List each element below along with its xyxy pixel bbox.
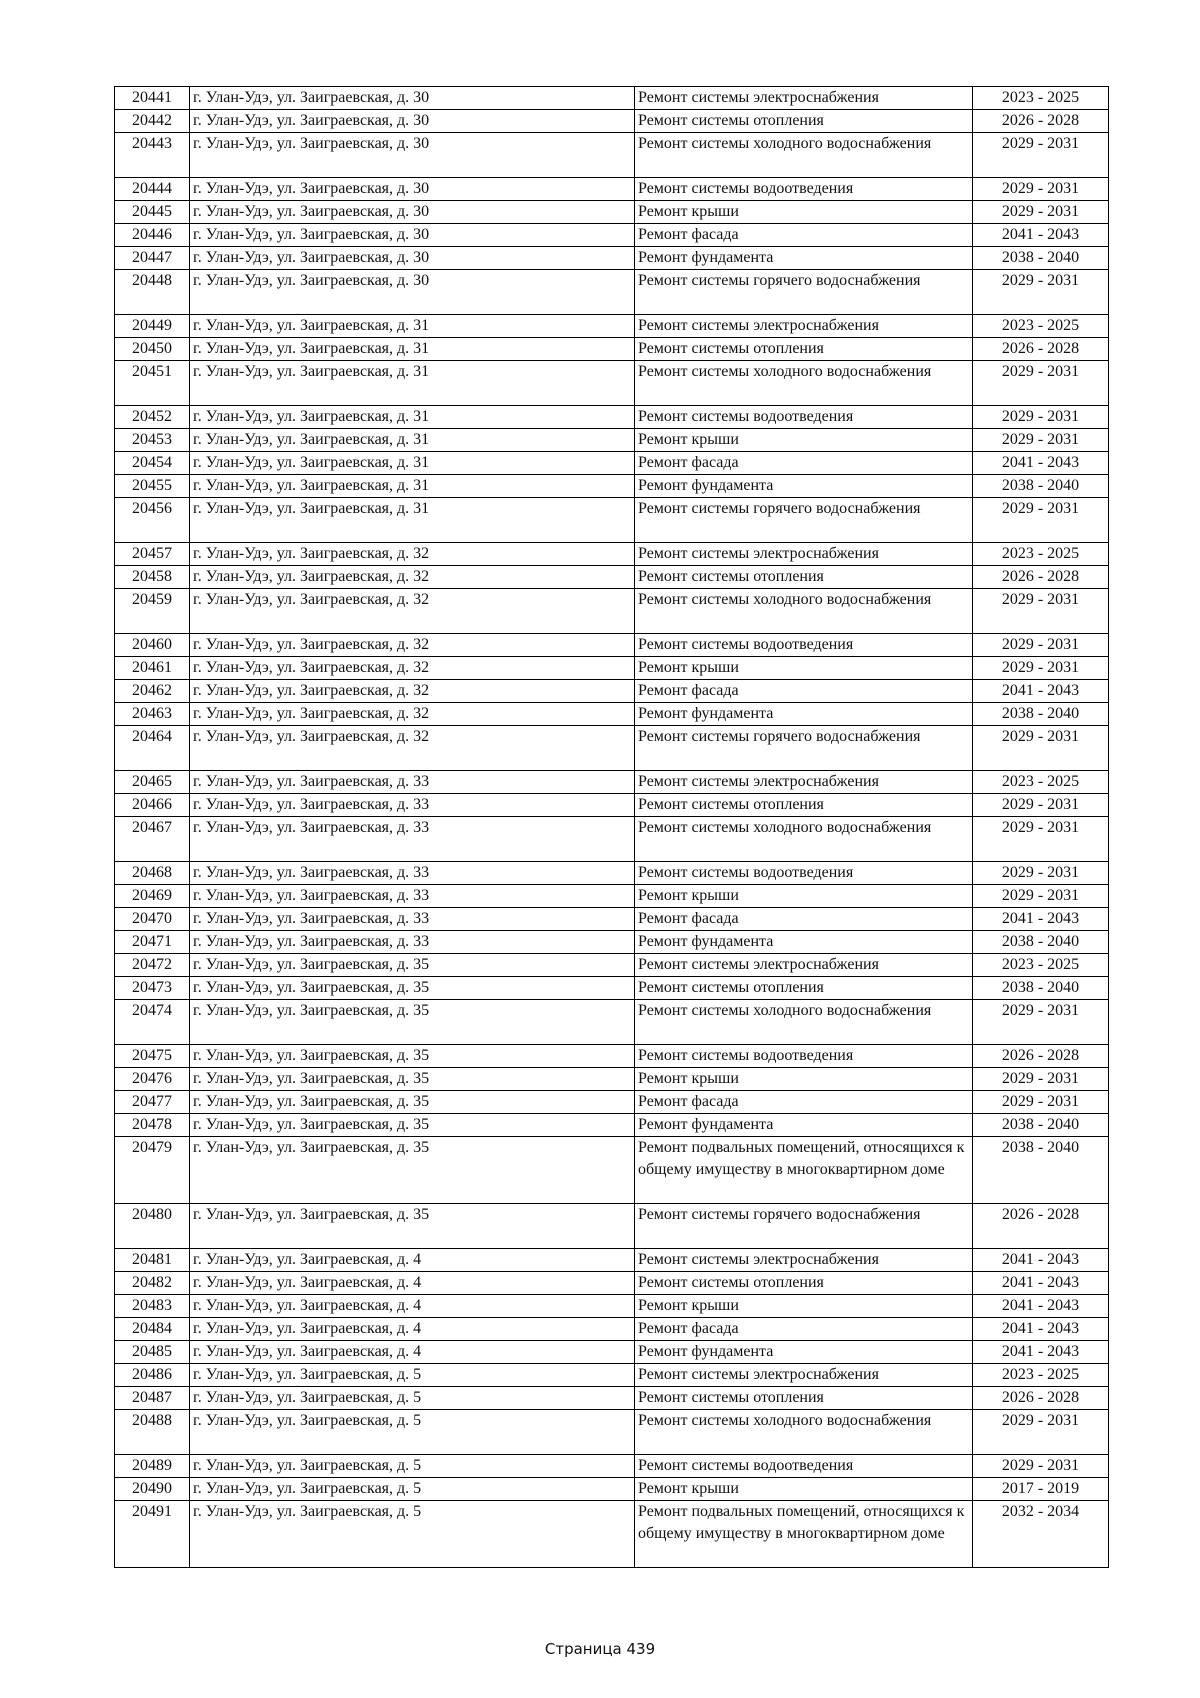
row-number-cell: 20462	[115, 680, 190, 703]
row-number-cell: 20465	[115, 771, 190, 794]
row-number-cell: 20456	[115, 498, 190, 543]
row-number-cell: 20453	[115, 429, 190, 452]
work-type-cell: Ремонт системы электроснабжения	[635, 954, 973, 977]
row-number-cell: 20478	[115, 1114, 190, 1137]
work-type-cell: Ремонт крыши	[635, 1068, 973, 1091]
table-row	[115, 1204, 1109, 1249]
address-cell: г. Улан-Удэ, ул. Заиграевская, д. 35	[190, 954, 635, 977]
table-row	[115, 657, 1109, 680]
page-number: Страница 439	[544, 1640, 656, 1658]
period-cell: 2041 - 2043	[973, 1249, 1109, 1272]
period-cell: 2023 - 2025	[973, 87, 1109, 110]
address-cell: г. Улан-Удэ, ул. Заиграевская, д. 35	[190, 1068, 635, 1091]
address-cell: г. Улан-Удэ, ул. Заиграевская, д. 31	[190, 361, 635, 406]
period-cell: 2026 - 2028	[973, 566, 1109, 589]
work-type-cell: Ремонт крыши	[635, 201, 973, 224]
work-type-cell: Ремонт фундамента	[635, 1114, 973, 1137]
address-cell: г. Улан-Удэ, ул. Заиграевская, д. 30	[190, 133, 635, 178]
row-number-cell: 20491	[115, 1501, 190, 1568]
work-type-cell: Ремонт системы холодного водоснабжения	[635, 133, 973, 178]
address-cell: г. Улан-Удэ, ул. Заиграевская, д. 5	[190, 1410, 635, 1455]
work-type-cell: Ремонт системы электроснабжения	[635, 87, 973, 110]
row-number-cell: 20444	[115, 178, 190, 201]
row-number-cell: 20489	[115, 1455, 190, 1478]
period-cell: 2038 - 2040	[973, 1137, 1109, 1204]
address-cell: г. Улан-Удэ, ул. Заиграевская, д. 4	[190, 1341, 635, 1364]
work-type-cell: Ремонт системы горячего водоснабжения	[635, 498, 973, 543]
address-cell: г. Улан-Удэ, ул. Заиграевская, д. 5	[190, 1455, 635, 1478]
period-cell: 2017 - 2019	[973, 1478, 1109, 1501]
table-row	[115, 1272, 1109, 1295]
period-cell: 2038 - 2040	[973, 247, 1109, 270]
period-cell: 2041 - 2043	[973, 1272, 1109, 1295]
period-cell: 2029 - 2031	[973, 1455, 1109, 1478]
address-cell: г. Улан-Удэ, ул. Заиграевская, д. 35	[190, 1000, 635, 1045]
table-row	[115, 1410, 1109, 1455]
work-type-cell: Ремонт фундамента	[635, 475, 973, 498]
row-number-cell: 20445	[115, 201, 190, 224]
address-cell: г. Улан-Удэ, ул. Заиграевская, д. 35	[190, 1204, 635, 1249]
work-type-cell: Ремонт системы холодного водоснабжения	[635, 1000, 973, 1045]
work-type-cell: Ремонт системы холодного водоснабжения	[635, 589, 973, 634]
period-cell: 2038 - 2040	[973, 977, 1109, 1000]
work-type-cell: Ремонт крыши	[635, 1478, 973, 1501]
address-cell: г. Улан-Удэ, ул. Заиграевская, д. 5	[190, 1364, 635, 1387]
work-type-cell: Ремонт системы водоотведения	[635, 862, 973, 885]
address-cell: г. Улан-Удэ, ул. Заиграевская, д. 33	[190, 885, 635, 908]
row-number-cell: 20451	[115, 361, 190, 406]
table-row	[115, 1478, 1109, 1501]
repair-schedule-table	[114, 86, 1109, 1568]
address-cell: г. Улан-Удэ, ул. Заиграевская, д. 4	[190, 1249, 635, 1272]
period-cell: 2029 - 2031	[973, 406, 1109, 429]
period-cell: 2041 - 2043	[973, 1341, 1109, 1364]
row-number-cell: 20469	[115, 885, 190, 908]
address-cell: г. Улан-Удэ, ул. Заиграевская, д. 35	[190, 1091, 635, 1114]
address-cell: г. Улан-Удэ, ул. Заиграевская, д. 30	[190, 247, 635, 270]
work-type-cell: Ремонт системы отопления	[635, 338, 973, 361]
address-cell: г. Улан-Удэ, ул. Заиграевская, д. 33	[190, 862, 635, 885]
work-type-cell: Ремонт системы электроснабжения	[635, 543, 973, 566]
address-cell: г. Улан-Удэ, ул. Заиграевская, д. 31	[190, 498, 635, 543]
work-type-cell: Ремонт системы водоотведения	[635, 634, 973, 657]
row-number-cell: 20476	[115, 1068, 190, 1091]
work-type-cell: Ремонт фасада	[635, 452, 973, 475]
address-cell: г. Улан-Удэ, ул. Заиграевская, д. 30	[190, 110, 635, 133]
row-number-cell: 20450	[115, 338, 190, 361]
work-type-cell: Ремонт подвальных помещений, относящихся к общему имуществу в многоквартирном доме	[635, 1137, 973, 1204]
row-number-cell: 20474	[115, 1000, 190, 1045]
period-cell: 2026 - 2028	[973, 338, 1109, 361]
work-type-cell: Ремонт фасада	[635, 1091, 973, 1114]
period-cell: 2029 - 2031	[973, 589, 1109, 634]
period-cell: 2029 - 2031	[973, 429, 1109, 452]
period-cell: 2023 - 2025	[973, 771, 1109, 794]
address-cell: г. Улан-Удэ, ул. Заиграевская, д. 30	[190, 178, 635, 201]
row-number-cell: 20483	[115, 1295, 190, 1318]
row-number-cell: 20464	[115, 726, 190, 771]
table-row	[115, 1114, 1109, 1137]
table-row	[115, 498, 1109, 543]
table-row	[115, 885, 1109, 908]
work-type-cell: Ремонт крыши	[635, 429, 973, 452]
row-number-cell: 20457	[115, 543, 190, 566]
address-cell: г. Улан-Удэ, ул. Заиграевская, д. 32	[190, 657, 635, 680]
row-number-cell: 20446	[115, 224, 190, 247]
address-cell: г. Улан-Удэ, ул. Заиграевская, д. 33	[190, 908, 635, 931]
period-cell: 2032 - 2034	[973, 1501, 1109, 1568]
row-number-cell: 20480	[115, 1204, 190, 1249]
period-cell: 2029 - 2031	[973, 657, 1109, 680]
table-row	[115, 110, 1109, 133]
period-cell: 2029 - 2031	[973, 1410, 1109, 1455]
work-type-cell: Ремонт системы водоотведения	[635, 1045, 973, 1068]
table-row	[115, 361, 1109, 406]
row-number-cell: 20470	[115, 908, 190, 931]
period-cell: 2029 - 2031	[973, 885, 1109, 908]
row-number-cell: 20484	[115, 1318, 190, 1341]
work-type-cell: Ремонт системы горячего водоснабжения	[635, 726, 973, 771]
row-number-cell: 20441	[115, 87, 190, 110]
row-number-cell: 20475	[115, 1045, 190, 1068]
address-cell: г. Улан-Удэ, ул. Заиграевская, д. 31	[190, 315, 635, 338]
period-cell: 2023 - 2025	[973, 543, 1109, 566]
period-cell: 2038 - 2040	[973, 931, 1109, 954]
row-number-cell: 20463	[115, 703, 190, 726]
address-cell: г. Улан-Удэ, ул. Заиграевская, д. 31	[190, 338, 635, 361]
period-cell: 2026 - 2028	[973, 1045, 1109, 1068]
table-row	[115, 1068, 1109, 1091]
period-cell: 2041 - 2043	[973, 908, 1109, 931]
address-cell: г. Улан-Удэ, ул. Заиграевская, д. 32	[190, 543, 635, 566]
work-type-cell: Ремонт фасада	[635, 1318, 973, 1341]
work-type-cell: Ремонт фундамента	[635, 931, 973, 954]
row-number-cell: 20479	[115, 1137, 190, 1204]
period-cell: 2038 - 2040	[973, 1114, 1109, 1137]
table-row	[115, 1318, 1109, 1341]
period-cell: 2029 - 2031	[973, 794, 1109, 817]
row-number-cell: 20461	[115, 657, 190, 680]
row-number-cell: 20466	[115, 794, 190, 817]
period-cell: 2026 - 2028	[973, 110, 1109, 133]
address-cell: г. Улан-Удэ, ул. Заиграевская, д. 30	[190, 87, 635, 110]
address-cell: г. Улан-Удэ, ул. Заиграевская, д. 4	[190, 1272, 635, 1295]
period-cell: 2029 - 2031	[973, 862, 1109, 885]
period-cell: 2029 - 2031	[973, 498, 1109, 543]
table-row	[115, 1000, 1109, 1045]
work-type-cell: Ремонт фундамента	[635, 703, 973, 726]
address-cell: г. Улан-Удэ, ул. Заиграевская, д. 35	[190, 1137, 635, 1204]
period-cell: 2029 - 2031	[973, 817, 1109, 862]
table-row	[115, 247, 1109, 270]
row-number-cell: 20460	[115, 634, 190, 657]
row-number-cell: 20447	[115, 247, 190, 270]
address-cell: г. Улан-Удэ, ул. Заиграевская, д. 4	[190, 1295, 635, 1318]
table-row	[115, 178, 1109, 201]
table-row	[115, 908, 1109, 931]
table-row	[115, 1249, 1109, 1272]
period-cell: 2026 - 2028	[973, 1387, 1109, 1410]
row-number-cell: 20477	[115, 1091, 190, 1114]
period-cell: 2029 - 2031	[973, 1068, 1109, 1091]
table-row	[115, 224, 1109, 247]
table-row	[115, 954, 1109, 977]
row-number-cell: 20481	[115, 1249, 190, 1272]
address-cell: г. Улан-Удэ, ул. Заиграевская, д. 5	[190, 1501, 635, 1568]
address-cell: г. Улан-Удэ, ул. Заиграевская, д. 5	[190, 1478, 635, 1501]
address-cell: г. Улан-Удэ, ул. Заиграевская, д. 31	[190, 452, 635, 475]
table-row	[115, 133, 1109, 178]
row-number-cell: 20467	[115, 817, 190, 862]
address-cell: г. Улан-Удэ, ул. Заиграевская, д. 32	[190, 726, 635, 771]
address-cell: г. Улан-Удэ, ул. Заиграевская, д. 30	[190, 224, 635, 247]
address-cell: г. Улан-Удэ, ул. Заиграевская, д. 32	[190, 703, 635, 726]
row-number-cell: 20472	[115, 954, 190, 977]
period-cell: 2026 - 2028	[973, 1204, 1109, 1249]
work-type-cell: Ремонт подвальных помещений, относящихся к общему имуществу в многоквартирном доме	[635, 1501, 973, 1568]
work-type-cell: Ремонт крыши	[635, 1295, 973, 1318]
work-type-cell: Ремонт системы электроснабжения	[635, 315, 973, 338]
work-type-cell: Ремонт системы холодного водоснабжения	[635, 361, 973, 406]
row-number-cell: 20448	[115, 270, 190, 315]
period-cell: 2041 - 2043	[973, 452, 1109, 475]
table-row	[115, 452, 1109, 475]
address-cell: г. Улан-Удэ, ул. Заиграевская, д. 31	[190, 406, 635, 429]
address-cell: г. Улан-Удэ, ул. Заиграевская, д. 35	[190, 1114, 635, 1137]
work-type-cell: Ремонт системы водоотведения	[635, 178, 973, 201]
row-number-cell: 20485	[115, 1341, 190, 1364]
period-cell: 2023 - 2025	[973, 954, 1109, 977]
work-type-cell: Ремонт фасада	[635, 224, 973, 247]
table-row	[115, 703, 1109, 726]
row-number-cell: 20487	[115, 1387, 190, 1410]
work-type-cell: Ремонт фасада	[635, 680, 973, 703]
table-row	[115, 429, 1109, 452]
work-type-cell: Ремонт фундамента	[635, 247, 973, 270]
table-row	[115, 931, 1109, 954]
row-number-cell: 20452	[115, 406, 190, 429]
address-cell: г. Улан-Удэ, ул. Заиграевская, д. 33	[190, 771, 635, 794]
period-cell: 2023 - 2025	[973, 1364, 1109, 1387]
table-row	[115, 338, 1109, 361]
table-row	[115, 1091, 1109, 1114]
address-cell: г. Улан-Удэ, ул. Заиграевская, д. 5	[190, 1387, 635, 1410]
table-row	[115, 87, 1109, 110]
period-cell: 2029 - 2031	[973, 1091, 1109, 1114]
work-type-cell: Ремонт системы холодного водоснабжения	[635, 1410, 973, 1455]
table-row	[115, 589, 1109, 634]
work-type-cell: Ремонт системы отопления	[635, 977, 973, 1000]
address-cell: г. Улан-Удэ, ул. Заиграевская, д. 31	[190, 475, 635, 498]
row-number-cell: 20471	[115, 931, 190, 954]
address-cell: г. Улан-Удэ, ул. Заиграевская, д. 33	[190, 794, 635, 817]
period-cell: 2029 - 2031	[973, 1000, 1109, 1045]
table-row	[115, 1341, 1109, 1364]
work-type-cell: Ремонт системы отопления	[635, 1387, 973, 1410]
work-type-cell: Ремонт крыши	[635, 657, 973, 680]
address-cell: г. Улан-Удэ, ул. Заиграевская, д. 35	[190, 1045, 635, 1068]
work-type-cell: Ремонт системы электроснабжения	[635, 1249, 973, 1272]
row-number-cell: 20459	[115, 589, 190, 634]
row-number-cell: 20449	[115, 315, 190, 338]
table-row	[115, 794, 1109, 817]
period-cell: 2041 - 2043	[973, 224, 1109, 247]
period-cell: 2029 - 2031	[973, 178, 1109, 201]
work-type-cell: Ремонт фасада	[635, 908, 973, 931]
address-cell: г. Улан-Удэ, ул. Заиграевская, д. 31	[190, 429, 635, 452]
row-number-cell: 20473	[115, 977, 190, 1000]
row-number-cell: 20443	[115, 133, 190, 178]
table-row	[115, 1045, 1109, 1068]
period-cell: 2041 - 2043	[973, 680, 1109, 703]
work-type-cell: Ремонт системы водоотведения	[635, 406, 973, 429]
period-cell: 2029 - 2031	[973, 201, 1109, 224]
row-number-cell: 20488	[115, 1410, 190, 1455]
address-cell: г. Улан-Удэ, ул. Заиграевская, д. 30	[190, 270, 635, 315]
work-type-cell: Ремонт системы горячего водоснабжения	[635, 1204, 973, 1249]
table-row	[115, 475, 1109, 498]
address-cell: г. Улан-Удэ, ул. Заиграевская, д. 4	[190, 1318, 635, 1341]
table-row	[115, 201, 1109, 224]
table-row	[115, 566, 1109, 589]
address-cell: г. Улан-Удэ, ул. Заиграевская, д. 32	[190, 680, 635, 703]
table-row	[115, 634, 1109, 657]
row-number-cell: 20468	[115, 862, 190, 885]
work-type-cell: Ремонт фундамента	[635, 1341, 973, 1364]
work-type-cell: Ремонт системы отопления	[635, 110, 973, 133]
work-type-cell: Ремонт системы отопления	[635, 794, 973, 817]
table-body	[115, 87, 1109, 1568]
table-row	[115, 270, 1109, 315]
table-row	[115, 1137, 1109, 1204]
table-row	[115, 817, 1109, 862]
table-row	[115, 680, 1109, 703]
table-row	[115, 406, 1109, 429]
address-cell: г. Улан-Удэ, ул. Заиграевская, д. 32	[190, 566, 635, 589]
document-page	[114, 86, 1108, 1568]
period-cell: 2029 - 2031	[973, 270, 1109, 315]
table-row	[115, 1455, 1109, 1478]
period-cell: 2038 - 2040	[973, 703, 1109, 726]
work-type-cell: Ремонт системы горячего водоснабжения	[635, 270, 973, 315]
period-cell: 2029 - 2031	[973, 361, 1109, 406]
address-cell: г. Улан-Удэ, ул. Заиграевская, д. 35	[190, 977, 635, 1000]
address-cell: г. Улан-Удэ, ул. Заиграевская, д. 32	[190, 634, 635, 657]
period-cell: 2029 - 2031	[973, 634, 1109, 657]
table-row	[115, 862, 1109, 885]
period-cell: 2029 - 2031	[973, 726, 1109, 771]
table-row	[115, 1364, 1109, 1387]
work-type-cell: Ремонт системы водоотведения	[635, 1455, 973, 1478]
work-type-cell: Ремонт системы отопления	[635, 566, 973, 589]
address-cell: г. Улан-Удэ, ул. Заиграевская, д. 33	[190, 817, 635, 862]
row-number-cell: 20486	[115, 1364, 190, 1387]
work-type-cell: Ремонт системы отопления	[635, 1272, 973, 1295]
row-number-cell: 20482	[115, 1272, 190, 1295]
table-row	[115, 977, 1109, 1000]
work-type-cell: Ремонт крыши	[635, 885, 973, 908]
address-cell: г. Улан-Удэ, ул. Заиграевская, д. 32	[190, 589, 635, 634]
address-cell: г. Улан-Удэ, ул. Заиграевская, д. 30	[190, 201, 635, 224]
work-type-cell: Ремонт системы электроснабжения	[635, 1364, 973, 1387]
table-row	[115, 1501, 1109, 1568]
table-row	[115, 1295, 1109, 1318]
table-row	[115, 771, 1109, 794]
period-cell: 2041 - 2043	[973, 1318, 1109, 1341]
table-row	[115, 726, 1109, 771]
work-type-cell: Ремонт системы холодного водоснабжения	[635, 817, 973, 862]
row-number-cell: 20455	[115, 475, 190, 498]
row-number-cell: 20442	[115, 110, 190, 133]
period-cell: 2029 - 2031	[973, 133, 1109, 178]
period-cell: 2041 - 2043	[973, 1295, 1109, 1318]
work-type-cell: Ремонт системы электроснабжения	[635, 771, 973, 794]
table-row	[115, 1387, 1109, 1410]
period-cell: 2023 - 2025	[973, 315, 1109, 338]
row-number-cell: 20490	[115, 1478, 190, 1501]
table-row	[115, 543, 1109, 566]
period-cell: 2038 - 2040	[973, 475, 1109, 498]
row-number-cell: 20454	[115, 452, 190, 475]
table-row	[115, 315, 1109, 338]
row-number-cell: 20458	[115, 566, 190, 589]
address-cell: г. Улан-Удэ, ул. Заиграевская, д. 33	[190, 931, 635, 954]
